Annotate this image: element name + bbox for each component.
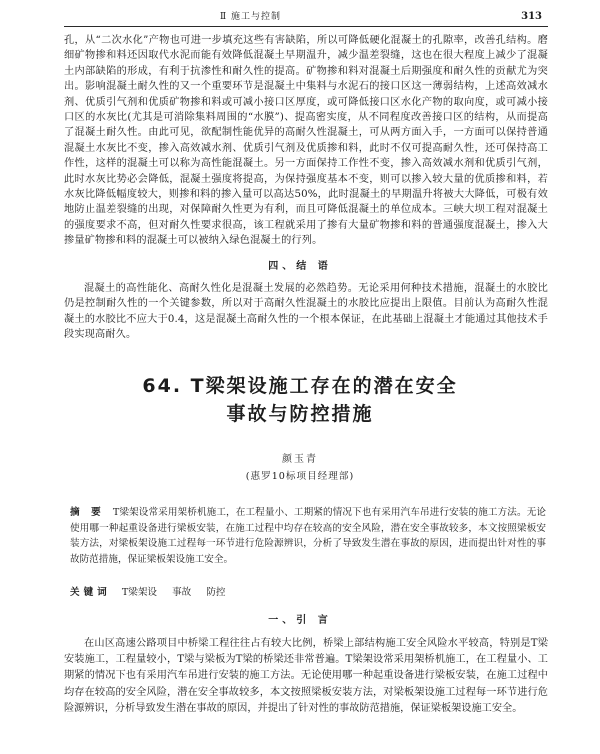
article-author: 颜玉青 (282, 454, 318, 465)
abstract (70, 505, 546, 567)
previous-article-paragraph-2: 混凝土的高性能化、高耐久性化是混凝土发展的必然趋势。无论采用何种技术措施，混凝土的水胶比仍是控制耐久性的一个关键参数，所以对于高耐久性混凝土的水胶比应提出上限值。目前认为高耐久性混凝土的水胶比不应大于0.4，这是混凝土高耐久性的一个根本保证，在此基础上混凝土才能通过其他技术手段实现高耐久。 (64, 283, 548, 341)
page-number: 313 (521, 11, 542, 22)
abstract-label: 摘 要 (70, 507, 105, 518)
article-title-line-2: 事故与防控措施 (226, 403, 374, 425)
previous-article-paragraph-1: 孔，从“二次水化”产物也可进一步填充这些有害缺陷，所以可降低硬化混凝土的孔隙率，改善孔结构。磨细矿物掺和料还因取代水泥而能有效降低混凝土早期温升，减少温差裂缝，这也在很大程度上减少了混凝土内部缺陷的形成，有利于抗渗性和耐久性的提高。矿物掺和料对混凝土后期强度和耐久性的贡献尤为突出。影响混凝土耐久性的又一个重要环节是混凝土中集料与水泥石的接口区这一薄弱结构，上述高效减水剂、优质引气剂和优质矿物掺和料或可减小接口区厚度，或可降低接口区水化产物的取向度，或可减小接口区的水灰比(尤其是可消除集料周围的“水膜”)、提高密实度，从不同程度改善接口区的结构，从而提高了混凝土耐久性。由此可见，欲配制性能优异的高耐久性混凝土，可从两方面入手，一方面可以保持普通混凝土水灰比不变，掺入高效减水剂、优质引气剂及优质掺和料，此时不仅可提高耐久性，还可保持高工作性，这样的混凝土可以称为高性能混凝土。另一方面保持工作性不变，掺入高效减水剂和优质引气剂，此时水灰比势必会降低，混凝土强度将提高，为保持强度基本不变，则可以掺入较大量的优质掺和料，若水灰比降低幅度较大，则掺和料的掺入量可以高达50%，此时混凝土的早期温升将被大大降低，可极有效地防止温差裂缝的出现，对保障耐久性更为有利，而且可降低混凝土的单位成本。三峡大坝工程对混凝土的强度要求不高，但对耐久性要求很高，该工程就采用了掺有大量矿物掺和料的普通强度混凝土，掺入大掺量矿物掺和料的混凝土可以被纳入绿色混凝土的行列。 (64, 35, 548, 247)
conclusion-heading: 四、结 语 (268, 261, 332, 272)
keyword-item: 防控 (206, 587, 226, 598)
keyword-item: T梁架设 (121, 587, 158, 598)
introduction-heading: 一、引 言 (268, 615, 332, 626)
keywords (70, 585, 546, 600)
introduction-paragraph: 在山区高速公路项目中桥梁工程往往占有较大比例，桥梁上部结构施工安全风险水平较高，特别是T梁安装施工，工程量较小，T梁与梁板为T梁的桥梁还非常普遍。T梁架设常采用架桥机施工，在工程量小、工期紧的情况下也有采用汽车吊进行安装的施工方法。无论使用哪一种起重设备进行梁板安装，在施工过程中均存在较高的安全风险，潜在安全事故较多，本文按照梁板安装方法，对梁板架设施工过程每一环节进行危险源辨识，分析导致发生潜在事故的原因，并提出了针对性的事故防范措施，保证梁板架设施工安全。 (64, 638, 548, 714)
header-rule (64, 26, 548, 27)
abstract-text: T梁架设常采用架桥机施工，在工程量小、工期紧的情况下也有采用汽车吊进行安装的施工方法。无论使用哪一种起重设备进行梁板安装，在施工过程中均存在较高的安全风险，潜在安全事故较多，本文按照梁板安装方法，对梁板架设施工过程每一环节进行危险源辨识，分析了导致发生潜在事故的原因，进而提出针对性的事故防范措施，保证梁板架设施工安全。 (70, 507, 546, 565)
article-affiliation: (惠罗10标项目经理部) (245, 471, 355, 482)
keyword-item: 事故 (172, 587, 192, 598)
article-title-line-1: 64. T梁架设施工存在的潜在安全 (142, 375, 458, 397)
keywords-label: 关键词 (70, 587, 111, 598)
running-header-section: Ⅱ 施工与控制 (220, 12, 281, 22)
running-header (70, 8, 542, 26)
